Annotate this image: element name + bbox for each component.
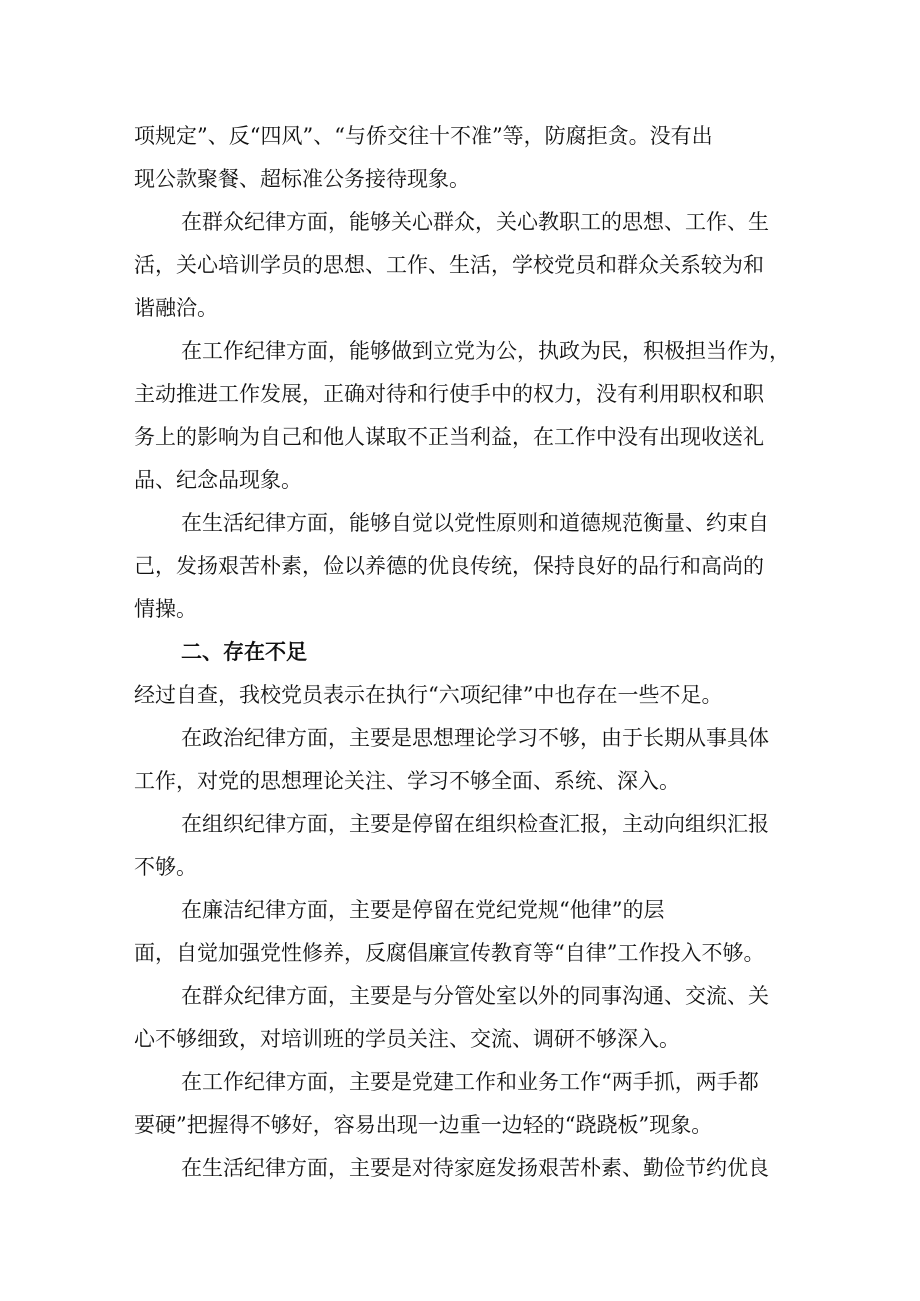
text-line-12: 情操。 bbox=[134, 597, 197, 621]
paragraph-political-discipline: 在政治纪律方面，主要是思想理论学习不够，由于长期从事具体 bbox=[181, 726, 769, 750]
paragraph-work-discipline-shortcoming: 在工作纪律方面，主要是党建工作和业务工作“两手抓，两手都 bbox=[181, 1070, 759, 1094]
text-line-8: 务上的影响为自己和他人谋取不正当利益，在工作中没有出现收送礼 bbox=[134, 425, 764, 449]
paragraph-integrity-discipline: 在廉洁纪律方面，主要是停留在党纪党规“他律”的层 bbox=[181, 898, 665, 922]
text-line-20: 面，自觉加强党性修养，反腐倡廉宣传教育等“自律”工作投入不够。 bbox=[134, 941, 765, 965]
section-heading-shortcomings: 二、存在不足 bbox=[181, 640, 307, 664]
paragraph-life-discipline-shortcoming: 在生活纪律方面，主要是对待家庭发扬艰苦朴素、勤俭节约优良 bbox=[181, 1156, 769, 1180]
text-line-1: 项规定”、反“四风”、“与侨交往十不准”等，防腐拒贪。没有出 bbox=[134, 124, 713, 148]
text-line-11: 己，发扬艰苦朴素，俭以养德的优良传统，保持良好的品行和高尚的 bbox=[134, 554, 764, 578]
paragraph-life-discipline: 在生活纪律方面，能够自觉以党性原则和道德规范衡量、约束自 bbox=[181, 511, 769, 535]
text-line-7: 主动推进工作发展，正确对待和行使手中的权力，没有利用职权和职 bbox=[134, 382, 764, 406]
text-line-2: 现公款聚餐、超标准公务接待现象。 bbox=[134, 167, 470, 191]
paragraph-self-check: 经过自查，我校党员表示在执行“六项纪律”中也存在一些不足。 bbox=[134, 683, 723, 707]
text-line-16: 工作，对党的思想理论关注、学习不够全面、系统、深入。 bbox=[134, 769, 680, 793]
paragraph-mass-discipline: 在群众纪律方面，能够关心群众，关心教职工的思想、工作、生 bbox=[181, 210, 769, 234]
text-line-18: 不够。 bbox=[134, 855, 197, 879]
text-line-22: 心不够细致，对培训班的学员关注、交流、调研不够深入。 bbox=[134, 1027, 680, 1051]
paragraph-mass-discipline-shortcoming: 在群众纪律方面，主要是与分管处室以外的同事沟通、交流、关 bbox=[181, 984, 769, 1008]
text-line-5: 谐融洽。 bbox=[134, 296, 218, 320]
text-line-4: 活，关心培训学员的思想、工作、生活，学校党员和群众关系较为和 bbox=[134, 253, 764, 277]
text-line-24: 要硬”把握得不够好，容易出现一边重一边轻的“跷跷板”现象。 bbox=[134, 1113, 713, 1137]
text-line-9: 品、纪念品现象。 bbox=[134, 468, 302, 492]
paragraph-organizational-discipline: 在组织纪律方面，主要是停留在组织检查汇报，主动向组织汇报 bbox=[181, 812, 769, 836]
paragraph-work-discipline: 在工作纪律方面，能够做到立党为公，执政为民，积极担当作为， bbox=[181, 339, 790, 363]
